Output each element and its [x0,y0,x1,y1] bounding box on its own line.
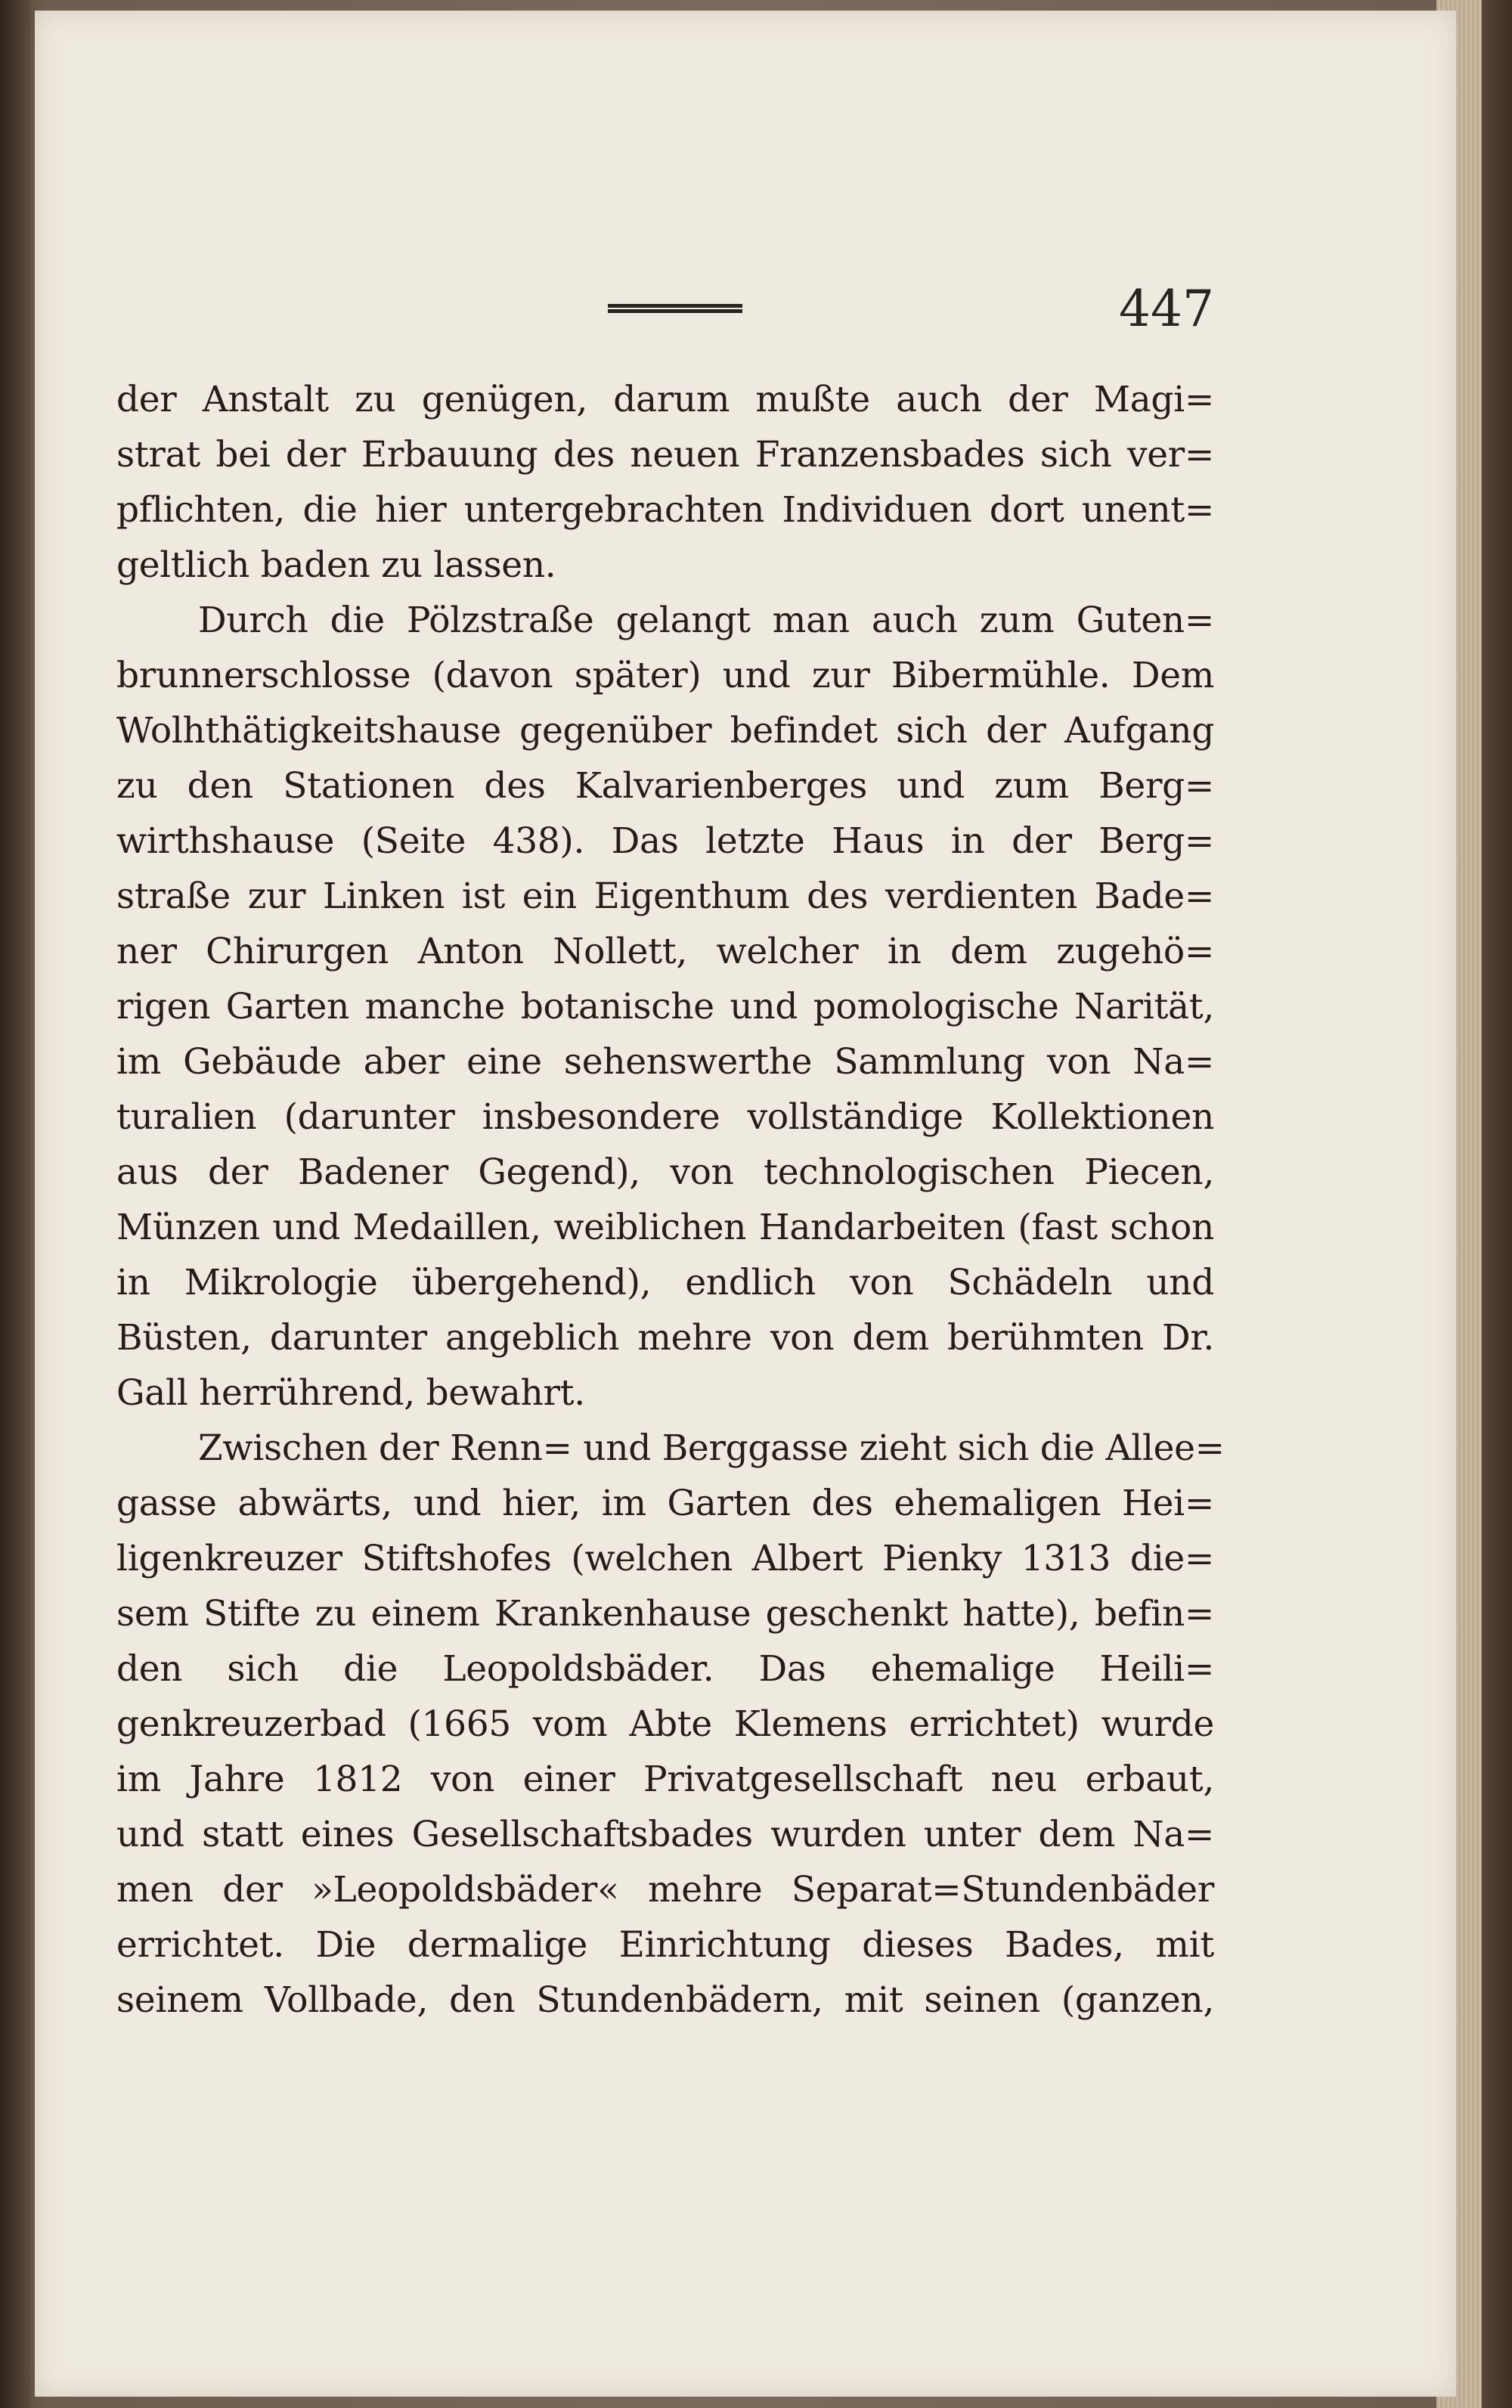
text-line: im Jahre 1812 von einer Privatgesellschaft neu erbaut, [116,1759,1214,1800]
text-line: Gall herrührend, bewahrt. [116,1372,585,1414]
text-line: Zwischen der Renn= und Berggasse zieht sich die Allee= [198,1427,1225,1469]
text-line: strat bei der Erbauung des neuen Franzensbades sich ver= [116,434,1214,476]
text-line: wirthshause (Seite 438). Das letzte Haus in der Berg= [116,820,1214,862]
text-line: Wolhthätigkeitshause gegenüber befindet sich der Aufgang [116,710,1214,752]
text-line: errichtet. Die dermalige Einrichtung dieses Bades, mit [116,1924,1214,1966]
book-spine-edge [0,0,30,2408]
text-line: Münzen und Medaillen, weiblichen Handarbeiten (fast schon [116,1207,1214,1248]
text-line: aus der Badener Gegend), von technologischen Piecen, [116,1151,1214,1193]
text-line: in Mikrologie übergehend), endlich von Schädeln und [116,1262,1214,1303]
text-line: pflichten, die hier untergebrachten Individuen dort unent= [116,489,1214,531]
text-line: ligenkreuzer Stiftshofes (welchen Albert Pienky 1313 die= [116,1538,1214,1579]
text-line: gasse abwärts, und hier, im Garten des ehemaligen Hei= [116,1483,1214,1524]
text-line: genkreuzerbad (1665 vom Abte Klemens errichtet) wurde [116,1703,1214,1745]
text-line: den sich die Leopoldsbäder. Das ehemalige Heili= [116,1648,1214,1690]
text-line: men der »Leopoldsbäder« mehre Separat=Stundenbäder [116,1869,1214,1911]
text-line: im Gebäude aber eine sehenswerthe Sammlung von Na= [116,1041,1214,1083]
book-page [35,11,1456,2397]
text-line: geltlich baden zu lassen. [116,544,556,586]
text-line: und statt eines Gesellschaftsbades wurden unter dem Na= [116,1814,1214,1855]
page-number: 447 [1119,280,1214,338]
text-line: Durch die Pölzstraße gelangt man auch zum Guten= [198,600,1214,641]
header-rule [608,304,742,313]
body-text [116,372,1225,2028]
text-line: Büsten, darunter angeblich mehre von dem berühmten Dr. [116,1317,1214,1359]
cover-edge [1482,0,1512,2408]
text-line: ner Chirurgen Anton Nollett, welcher in dem zugehö= [116,931,1214,972]
page-header [35,280,1456,343]
text-line: rigen Garten manche botanische und pomologische Narität, [116,986,1214,1027]
text-line: zu den Stationen des Kalvarienberges und zum Berg= [116,765,1214,807]
text-line: brunnerschlosse (davon später) und zur Bibermühle. Dem [116,655,1214,696]
text-line: der Anstalt zu genügen, darum mußte auch der Magi= [116,379,1214,420]
text-line: straße zur Linken ist ein Eigenthum des verdienten Bade= [116,875,1214,917]
text-line: turalien (darunter insbesondere vollständige Kollektionen [116,1096,1214,1138]
text-line: seinem Vollbade, den Stundenbädern, mit seinen (ganzen, [116,1979,1214,2021]
text-line: sem Stifte zu einem Krankenhause geschenkt hatte), befin= [116,1593,1214,1635]
